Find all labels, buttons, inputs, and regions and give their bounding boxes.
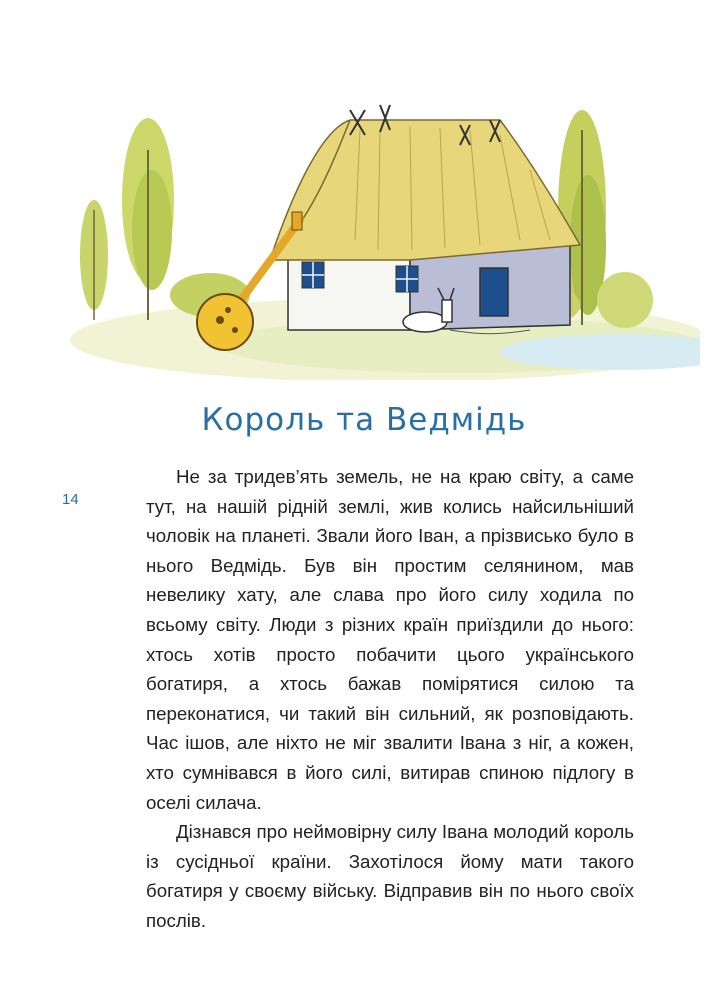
paragraph: Дізнався про неймовірну силу Івана молодий король із сусідньої країни. Захотілося йому мати такого богатиря у своєму війську. Відправив він по нього своїх послів. [146, 821, 634, 931]
page-number: 14 [62, 491, 79, 508]
poplar-tree-icon [80, 118, 250, 320]
paragraph: Не за тридев’ять земель, не на краю світу, а саме тут, на нашій рідній землі, жив колись найсильніший чоловік на планеті. Звали його Іван, а прізвисько було в нього Ведмідь. Був він простим селянином, мав невелику хату, але слава про його силу ходила по всьому світу. Люди з різних країн приїздили до нього: хтось хотів просто побачити цього українського богатиря, а хтось бажав помірятися силою та переконатися, чи такий він сильний, як розповідають. Час ішов, але ніхто не міг звалити Івана з ніг, а кожен, хто сумнівався в його силі, витирав спиною підлогу в оселі силача. [146, 466, 634, 813]
cottage-icon [270, 105, 580, 330]
cottage-illustration [60, 90, 700, 380]
story-title: Король та Ведмідь [201, 402, 527, 438]
story-body [146, 462, 634, 936]
